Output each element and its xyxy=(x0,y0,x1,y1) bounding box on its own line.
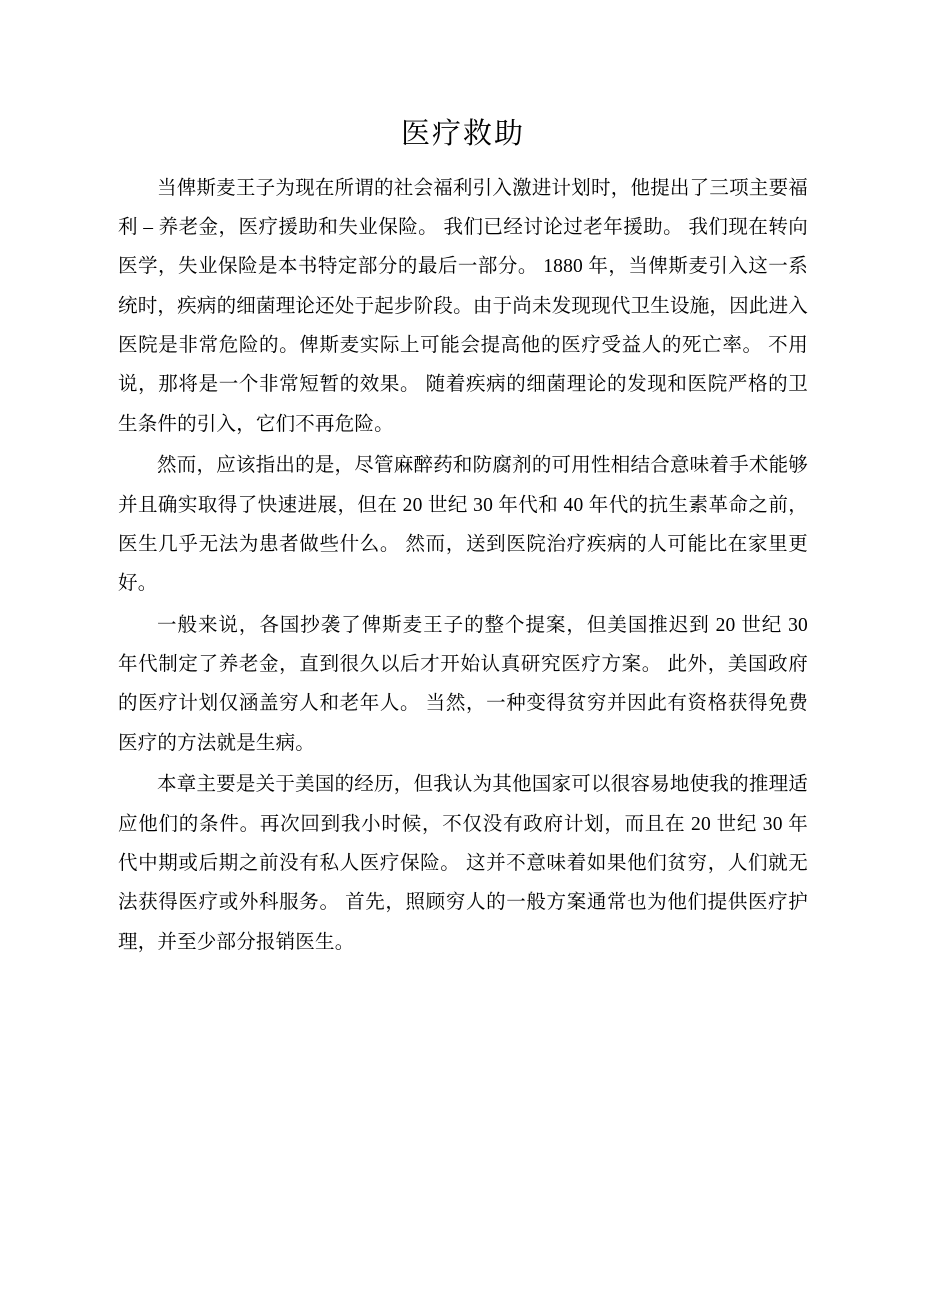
paragraph-3: 一般来说，各国抄袭了俾斯麦王子的整个提案，但美国推迟到 20 世纪 30 年代制定了养老金，直到很久以后才开始认真研究医疗方案。 此外，美国政府的医疗计划仅涵盖穷人和老年人。 当然，一种变得贫穷并因此有资格获得免费医疗的方法就是生病。 xyxy=(118,614,808,754)
page-title: 医疗救助 xyxy=(400,118,525,150)
paragraph-4: 本章主要是关于美国的经历，但我认为其他国家可以很容易地使我的推理适应他们的条件。再次回到我小时候，不仅没有政府计划，而且在 20 世纪 30 年代中期或后期之前没有私人医疗保险。 这并不意味着如果他们贫穷，人们就无法获得医疗或外科服务。 首先，照顾穷人的一般方案通常也为他们提供医疗护理，并至少部分报销医生。 xyxy=(118,774,808,953)
document-body xyxy=(118,169,808,963)
paragraph-1: 当俾斯麦王子为现在所谓的社会福利引入激进计划时，他提出了三项主要福利 – 养老金，医疗援助和失业保险。 我们已经讨论过老年援助。 我们现在转向医学，失业保险是本书特定部分的最后一部分。 1880 年，当俾斯麦引入这一系统时，疾病的细菌理论还处于起步阶段。由于尚未发现现代卫生设施，因此进入医院是非常危险的。俾斯麦实际上可能会提高他的医疗受益人的死亡率。 不用说，那将是一个非常短暂的效果。 随着疾病的细菌理论的发现和医院严格的卫生条件的引入，它们不再危险。 xyxy=(118,177,808,435)
paragraph-2: 然而，应该指出的是，尽管麻醉药和防腐剂的可用性相结合意味着手术能够并且确实取得了快速进展，但在 20 世纪 30 年代和 40 年代的抗生素革命之前，医生几乎无法为患者做些什么。 然而，送到医院治疗疾病的人可能比在家里更好。 xyxy=(118,455,808,595)
